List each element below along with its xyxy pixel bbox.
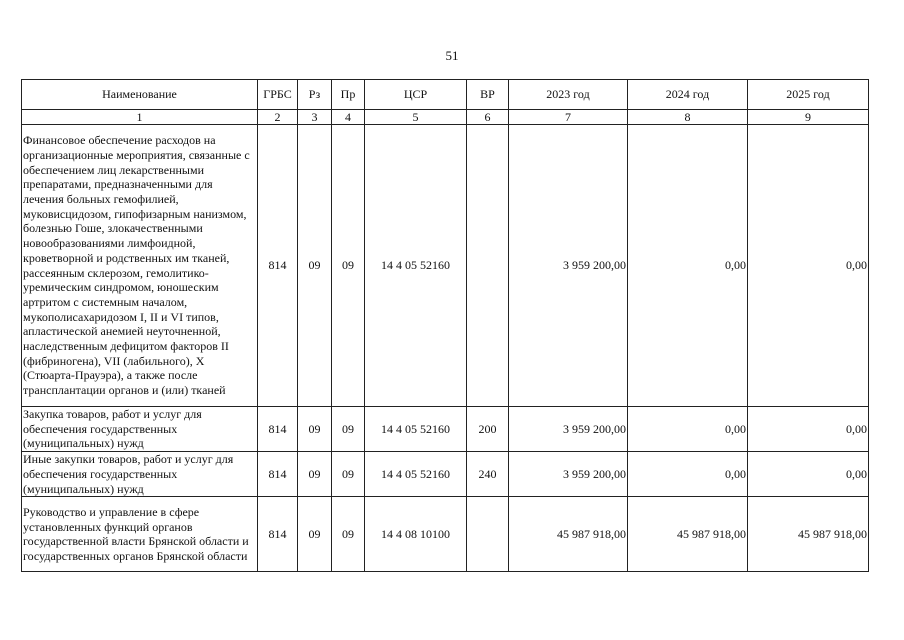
row-csr: 14 4 05 52160	[365, 407, 467, 452]
row-pr: 09	[332, 125, 365, 407]
header-2024: 2024 год	[628, 80, 748, 110]
row-2025: 45 987 918,00	[748, 497, 869, 572]
column-number: 9	[748, 110, 869, 125]
table-row	[22, 125, 869, 407]
row-2024: 0,00	[628, 125, 748, 407]
table-row	[22, 452, 869, 497]
row-2025: 0,00	[748, 452, 869, 497]
table-row	[22, 407, 869, 452]
row-2023: 3 959 200,00	[509, 452, 628, 497]
row-name: Финансовое обеспечение расходов на организационные мероприятия, связанные с обеспечением лиц лекарственными препаратами, предназначенными для лечения больных гемофилией, муковисцидозом, гипофизарным нанизмом, болезнью Гоше, злокачественными новообразованиями лимфоидной, кроветворной и родственных им тканей, рассеянным склерозом, гемолитико-уремическим синдромом, юношеским артритом с системным началом, мукополисахаридозом I, II и VI типов, апластической анемией неуточненной, наследственным дефицитом факторов II (фибриногена), VII (лабильного), X (Стюарта-Прауэра), а также после трансплантации органов и (или) тканей	[22, 125, 258, 407]
column-number: 4	[332, 110, 365, 125]
row-pr: 09	[332, 452, 365, 497]
header-row	[22, 80, 869, 110]
page-number: 51	[445, 48, 459, 63]
header-pr: Пр	[332, 80, 365, 110]
row-rz: 09	[298, 407, 332, 452]
row-rz: 09	[298, 452, 332, 497]
table-row	[22, 497, 869, 572]
column-number: 5	[365, 110, 467, 125]
row-csr: 14 4 08 10100	[365, 497, 467, 572]
header-grbs: ГРБС	[258, 80, 298, 110]
column-number: 6	[467, 110, 509, 125]
row-name: Руководство и управление в сфере установленных функций органов государственной власти Брянской области и государственных органов Брянской области	[22, 497, 258, 572]
row-2023: 3 959 200,00	[509, 407, 628, 452]
row-2025: 0,00	[748, 407, 869, 452]
row-vr	[467, 125, 509, 407]
row-pr: 09	[332, 497, 365, 572]
column-number: 8	[628, 110, 748, 125]
row-rz: 09	[298, 125, 332, 407]
row-csr: 14 4 05 52160	[365, 452, 467, 497]
row-grbs: 814	[258, 452, 298, 497]
budget-table	[21, 79, 869, 572]
row-grbs: 814	[258, 407, 298, 452]
header-name: Наименование	[22, 80, 258, 110]
row-2024: 45 987 918,00	[628, 497, 748, 572]
row-rz: 09	[298, 497, 332, 572]
row-vr: 200	[467, 407, 509, 452]
header-vr: ВР	[467, 80, 509, 110]
row-2024: 0,00	[628, 407, 748, 452]
row-name: Закупка товаров, работ и услуг для обеспечения государственных (муниципальных) нужд	[22, 407, 258, 452]
row-grbs: 814	[258, 125, 298, 407]
column-number: 1	[22, 110, 258, 125]
row-pr: 09	[332, 407, 365, 452]
column-number-row	[22, 110, 869, 125]
column-number: 3	[298, 110, 332, 125]
row-csr: 14 4 05 52160	[365, 125, 467, 407]
row-2023: 3 959 200,00	[509, 125, 628, 407]
row-grbs: 814	[258, 497, 298, 572]
column-number: 7	[509, 110, 628, 125]
row-name: Иные закупки товаров, работ и услуг для обеспечения государственных (муниципальных) нужд	[22, 452, 258, 497]
row-2025: 0,00	[748, 125, 869, 407]
column-number: 2	[258, 110, 298, 125]
header-2023: 2023 год	[509, 80, 628, 110]
header-2025: 2025 год	[748, 80, 869, 110]
header-rz: Рз	[298, 80, 332, 110]
row-2024: 0,00	[628, 452, 748, 497]
row-2023: 45 987 918,00	[509, 497, 628, 572]
row-vr: 240	[467, 452, 509, 497]
row-vr	[467, 497, 509, 572]
header-csr: ЦСР	[365, 80, 467, 110]
